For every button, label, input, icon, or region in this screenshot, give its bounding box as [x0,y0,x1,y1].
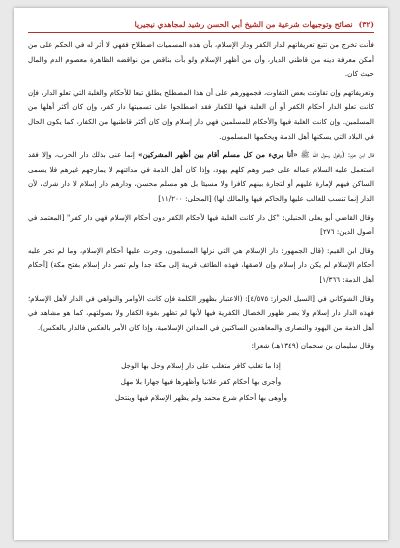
page-number: (٣٢) [358,19,374,29]
paragraph-5: وقال ابن القيم: (قال الجمهور: دار الإسلام هي التي نزلها المسلمون، وجرت عليها أحكام الإسلام، وما لم تجر عليه أحكام الإسلام لم يكن دار إسلام وإن لاصقها، فهذه الطائف قريبة إلى مكة جدا ولم تصر دار إسلام بفتح مكة) [أحكام أهل الذمة: ١/٣٦٦] [28,245,374,284]
paragraph-2: وتعريفاتهم وإن تفاوتت بعض التفاوت، فجمهورهم على أن هذا المصطلح يطلق تبعا للأحكام والغلبة التي تعلو الدار، فإن كانت تعلو الدار أحكام الكفر أو أن الغلبة فيها للكفار فقد اصطلحوا على تسميتها دار كفر، وإن كان أكثر أهلها من المسلمين. وإن كانت الغلبة فيها والأحكام للمسلمين فهي دار إسلام وإن كان أكثر قاطنيها من الكفار، كما يكون الحال في البلاد التي يسكنها أهل الذمة ويحكمها المسلمون. [28,87,374,141]
paragraph-6: وقال الشوكاني في [السيل الجرار: ٤/٥٧٥]: (الاعتبار بظهور الكلمة فإن كانت الأوامر والنواهي في الدار لأهل الإسلام؛ فهذه الدار دار إسلام ولا يضر ظهور الخصال الكفرية فيها لأنها لم تظهر بقوة الكفار ولا بصولتهم، كما هو مشاهد في أهل الذمة من اليهود والنصارى والمعاهدين الساكنين في المدائن الإسلامية، وإذا كان الأمر بالعكس فالدار بالعكس). [28,293,374,332]
paragraph-4: وقال القاضي أبو يعلى الحنبلي: "كل دار كانت الغلبة فيها لأحكام الكفر دون أحكام الإسلام فهي دار كفر" [المعتمد في أصول الدين: ٢٧٦] [28,212,374,237]
poem-line: وأجرى بها أحكام كفر علانيا وأظهرها فيها جهارا بلا مهل [120,376,282,386]
quote-intro: قال ابن حزم: (وقول رسول الله ﷺ [297,150,374,160]
paragraph-3 [28,148,374,206]
paragraph-7: وقال سليمان بن سحمان (١٣٤٩هـ) شعرا: [251,341,374,351]
page-header [28,16,374,33]
poem-line: إذا ما تغلب كافر متغلب على دار إسلام وحل بها الوجل [121,360,281,370]
hadith-text: «أنا بريء من كل مسلم أقام بين أظهر المشركين» [138,150,298,160]
poem [28,358,374,406]
header-title: نصائح وتوجيهات شرعية من الشيخ أبي الحسن رشيد لمجاهدي نيجيريا [134,19,353,29]
document-body [28,38,374,534]
paragraph-1: فأنت تخرج من تتبع تعريفاتهم لدار الكفر ودار الإسلام، بأن هذه المسميات اصطلاح فقهي لا أثر له في الحكم على من أمكن معرفة دينه من قاطني الديار، وأن من أظهر الإسلام ولو بأت بناقض من نواقضه الظاهرة معصوم الدم والمال حيث كان. [28,40,374,79]
poem-line: وأوهى بها أحكام شرع محمد ولم يظهر الإسلام فيها وينتحل [114,392,287,402]
quote-body: إنما عنى بذلك دار الحرب، وإلا فقد استعمل عليه السلام عماله على خيبر وهم كلهم يهود، وإذا كان أهل الذمة في مدائنهم لا يمازجهم غيرهم فلا يسمى الساكن فيهم لإمارة عليهم أو لتجارة بينهم كافرا ولا مسيئا بل هو مسلم محسن، ودارهم دار إسلام لا دار شرك، لأن الدار إنما تنسب للغالب عليها والحاكم فيها والمالك لها) [المحلى: ١١/٢٠٠] [28,150,374,203]
document-page [14,8,388,540]
